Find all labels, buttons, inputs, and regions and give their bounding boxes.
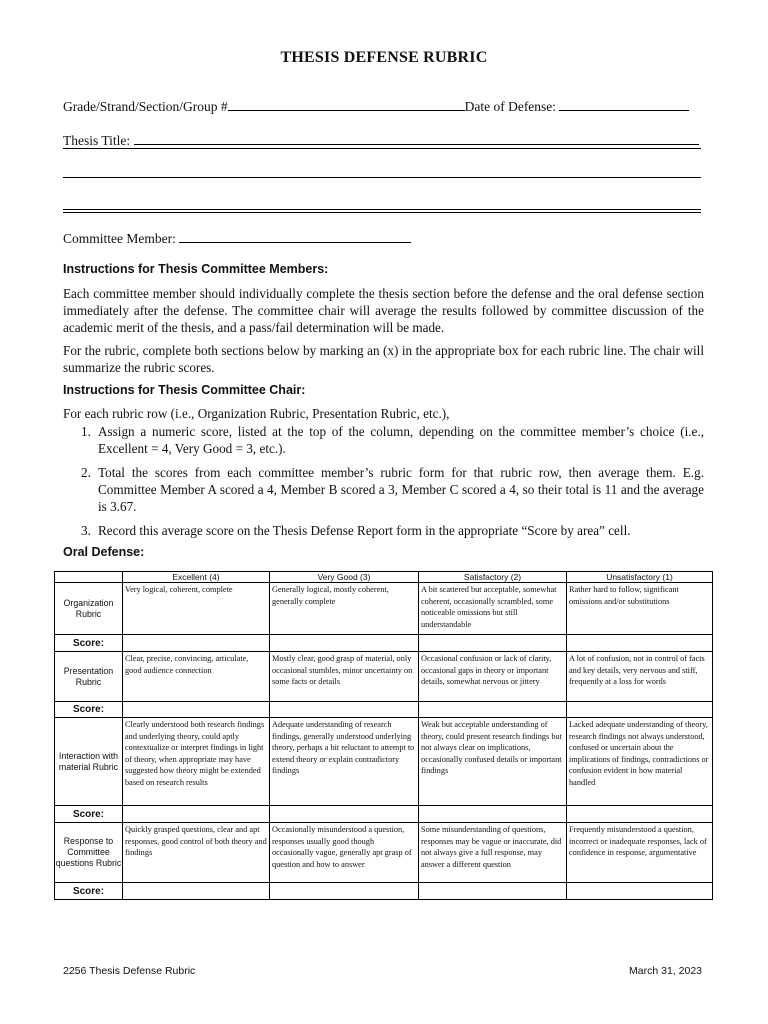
thesis-title-field[interactable] xyxy=(134,132,699,145)
score-row-response xyxy=(55,883,713,900)
score-row-interaction xyxy=(55,806,713,823)
oral-defense-heading: Oral Defense: xyxy=(63,545,145,559)
date-label: Date of Defense: xyxy=(464,99,557,114)
rubric-cell-unsatisfactory[interactable]: A lot of confusion, not in control of facts and key details, very nervous and stiff, frequently at a loss for words xyxy=(567,652,713,702)
step-number: 2. xyxy=(81,465,91,480)
chair-instructions-steps xyxy=(63,423,704,546)
score-cell[interactable] xyxy=(123,806,270,823)
rubric-cell-very-good[interactable]: Mostly clear, good grasp of material, only occasional stumbles, minor uncertainty on some facts or details xyxy=(270,652,419,702)
column-very-good: Very Good (3) xyxy=(270,572,419,583)
score-label: Score: xyxy=(55,883,123,900)
score-cell[interactable] xyxy=(270,883,419,900)
column-unsatisfactory: Unsatisfactory (1) xyxy=(567,572,713,583)
step-text: Record this average score on the Thesis Defense Report form in the appropriate “Score by area” cell. xyxy=(98,523,631,538)
date-field[interactable] xyxy=(559,98,689,111)
committee-member-label: Committee Member: xyxy=(63,231,176,246)
row-label: Interaction with material Rubric xyxy=(55,718,123,806)
step-number: 1. xyxy=(81,424,91,439)
rubric-cell-unsatisfactory[interactable]: Lacked adequate understanding of theory, research findings not always understood, confused or uncertain about the implications of findings, contradictions or confusion evident in how material handled xyxy=(567,718,713,806)
score-cell[interactable] xyxy=(123,635,270,652)
rubric-cell-very-good[interactable]: Generally logical, mostly coherent, generally complete xyxy=(270,583,419,635)
step-number: 3. xyxy=(81,523,91,538)
thesis-title-line-3b xyxy=(63,212,701,213)
row-label: Response to Committee questions Rubric xyxy=(55,823,123,883)
column-satisfactory: Satisfactory (2) xyxy=(419,572,567,583)
rubric-row-interaction xyxy=(55,718,713,806)
thesis-title-underline xyxy=(63,148,701,149)
thesis-title-label: Thesis Title: xyxy=(63,133,131,148)
rubric-cell-very-good[interactable]: Adequate understanding of research findings, generally understood underlying theory, perhaps a bit reluctant to attempt to extend theory or explain contradictory findings xyxy=(270,718,419,806)
oral-defense-rubric-table xyxy=(54,571,713,900)
rubric-cell-satisfactory[interactable]: A bit scattered but acceptable, somewhat coherent, occasionally scrambled, some noticeable omissions but still understandable xyxy=(419,583,567,635)
chair-step-3 xyxy=(63,522,704,539)
committee-member-row xyxy=(63,230,411,247)
rubric-cell-excellent[interactable]: Clearly understood both research findings and underlying theory, could aptly contextualize or interpret findings in light of theory, when appropriate may have suggested how theory might be extended based on research results xyxy=(123,718,270,806)
chair-instructions-heading: Instructions for Thesis Committee Chair: xyxy=(63,383,306,397)
score-row-organization xyxy=(55,635,713,652)
rubric-row-organization xyxy=(55,583,713,635)
members-instructions-heading: Instructions for Thesis Committee Members: xyxy=(63,262,329,276)
rubric-row-response xyxy=(55,823,713,883)
score-label: Score: xyxy=(55,806,123,823)
rubric-cell-excellent[interactable]: Quickly grasped questions, clear and apt responses, good control of both theory and findings xyxy=(123,823,270,883)
thesis-title-line-3[interactable] xyxy=(63,209,701,210)
score-cell[interactable] xyxy=(567,806,713,823)
rubric-cell-unsatisfactory[interactable]: Rather hard to follow, significant omissions and/or substitutions xyxy=(567,583,713,635)
rubric-cell-excellent[interactable]: Very logical, coherent, complete xyxy=(123,583,270,635)
chair-instructions-intro: For each rubric row (i.e., Organization Rubric, Presentation Rubric, etc.), xyxy=(63,406,450,421)
rubric-cell-unsatisfactory[interactable]: Frequently misunderstood a question, incorrect or inadequate responses, lack of confidence in response, argumentative xyxy=(567,823,713,883)
grade-field[interactable] xyxy=(228,98,465,111)
chair-step-1 xyxy=(63,423,704,457)
score-label: Score: xyxy=(55,702,123,718)
rubric-corner-cell xyxy=(55,572,123,583)
rubric-row-presentation xyxy=(55,652,713,702)
rubric-cell-very-good[interactable]: Occasionally misunderstood a question, responses usually good though occasionally vague, generally apt grasp of question and how to answer xyxy=(270,823,419,883)
row-label: Organization Rubric xyxy=(55,583,123,635)
rubric-cell-satisfactory[interactable]: Weak but acceptable understanding of theory, could present research findings but not always clear on implications, occasionally confused details or important findings xyxy=(419,718,567,806)
score-cell[interactable] xyxy=(419,806,567,823)
score-cell[interactable] xyxy=(270,635,419,652)
members-instructions-para-1: Each committee member should individually complete the thesis section before the defense and the oral defense section immediately after the defense. The committee chair will average the results followed by committee discussion of the academic merit of the thesis, and a pass/fail determination will be made. xyxy=(63,286,704,335)
thesis-title-line-2[interactable] xyxy=(63,177,701,178)
grade-label: Grade/Strand/Section/Group # xyxy=(63,99,228,114)
score-cell[interactable] xyxy=(567,635,713,652)
score-cell[interactable] xyxy=(123,702,270,718)
rubric-cell-satisfactory[interactable]: Occasional confusion or lack of clarity, occasional gaps in theory or important details, somewhat nervous or jittery xyxy=(419,652,567,702)
row-label: Presentation Rubric xyxy=(55,652,123,702)
score-cell[interactable] xyxy=(419,702,567,718)
score-cell[interactable] xyxy=(567,883,713,900)
rubric-cell-excellent[interactable]: Clear, precise, convincing, articulate, good audience connection xyxy=(123,652,270,702)
grade-date-row xyxy=(63,98,689,115)
score-cell[interactable] xyxy=(270,806,419,823)
score-cell[interactable] xyxy=(419,635,567,652)
step-text: Total the scores from each committee member’s rubric form for that rubric row, then average them. E.g. Committee Member A scored a 4, Member B scored a 3, Member C scored a 4, so their total is 11 and the average is 3.67. xyxy=(98,465,704,514)
score-cell[interactable] xyxy=(419,883,567,900)
score-row-presentation xyxy=(55,702,713,718)
footer-document-id: 2256 Thesis Defense Rubric xyxy=(63,965,196,977)
score-cell[interactable] xyxy=(123,883,270,900)
committee-member-field[interactable] xyxy=(179,230,411,243)
column-excellent: Excellent (4) xyxy=(123,572,270,583)
rubric-header-row xyxy=(55,572,713,583)
step-text: Assign a numeric score, listed at the top of the column, depending on the committee member’s choice (i.e., Excellent = 4, Very Good = 3, etc.). xyxy=(98,424,704,456)
score-cell[interactable] xyxy=(270,702,419,718)
score-label: Score: xyxy=(55,635,123,652)
thesis-title-row xyxy=(63,132,699,149)
score-cell[interactable] xyxy=(567,702,713,718)
page-title: THESIS DEFENSE RUBRIC xyxy=(280,49,488,66)
chair-step-2 xyxy=(63,464,704,515)
rubric-cell-satisfactory[interactable]: Some misunderstanding of questions, responses may be vague or inaccurate, did not always give a full response, may answer a different question xyxy=(419,823,567,883)
members-instructions-para-2: For the rubric, complete both sections below by marking an (x) in the appropriate box for each rubric line. The chair will summarize the rubric scores. xyxy=(63,343,704,375)
footer-date: March 31, 2023 xyxy=(629,965,702,977)
